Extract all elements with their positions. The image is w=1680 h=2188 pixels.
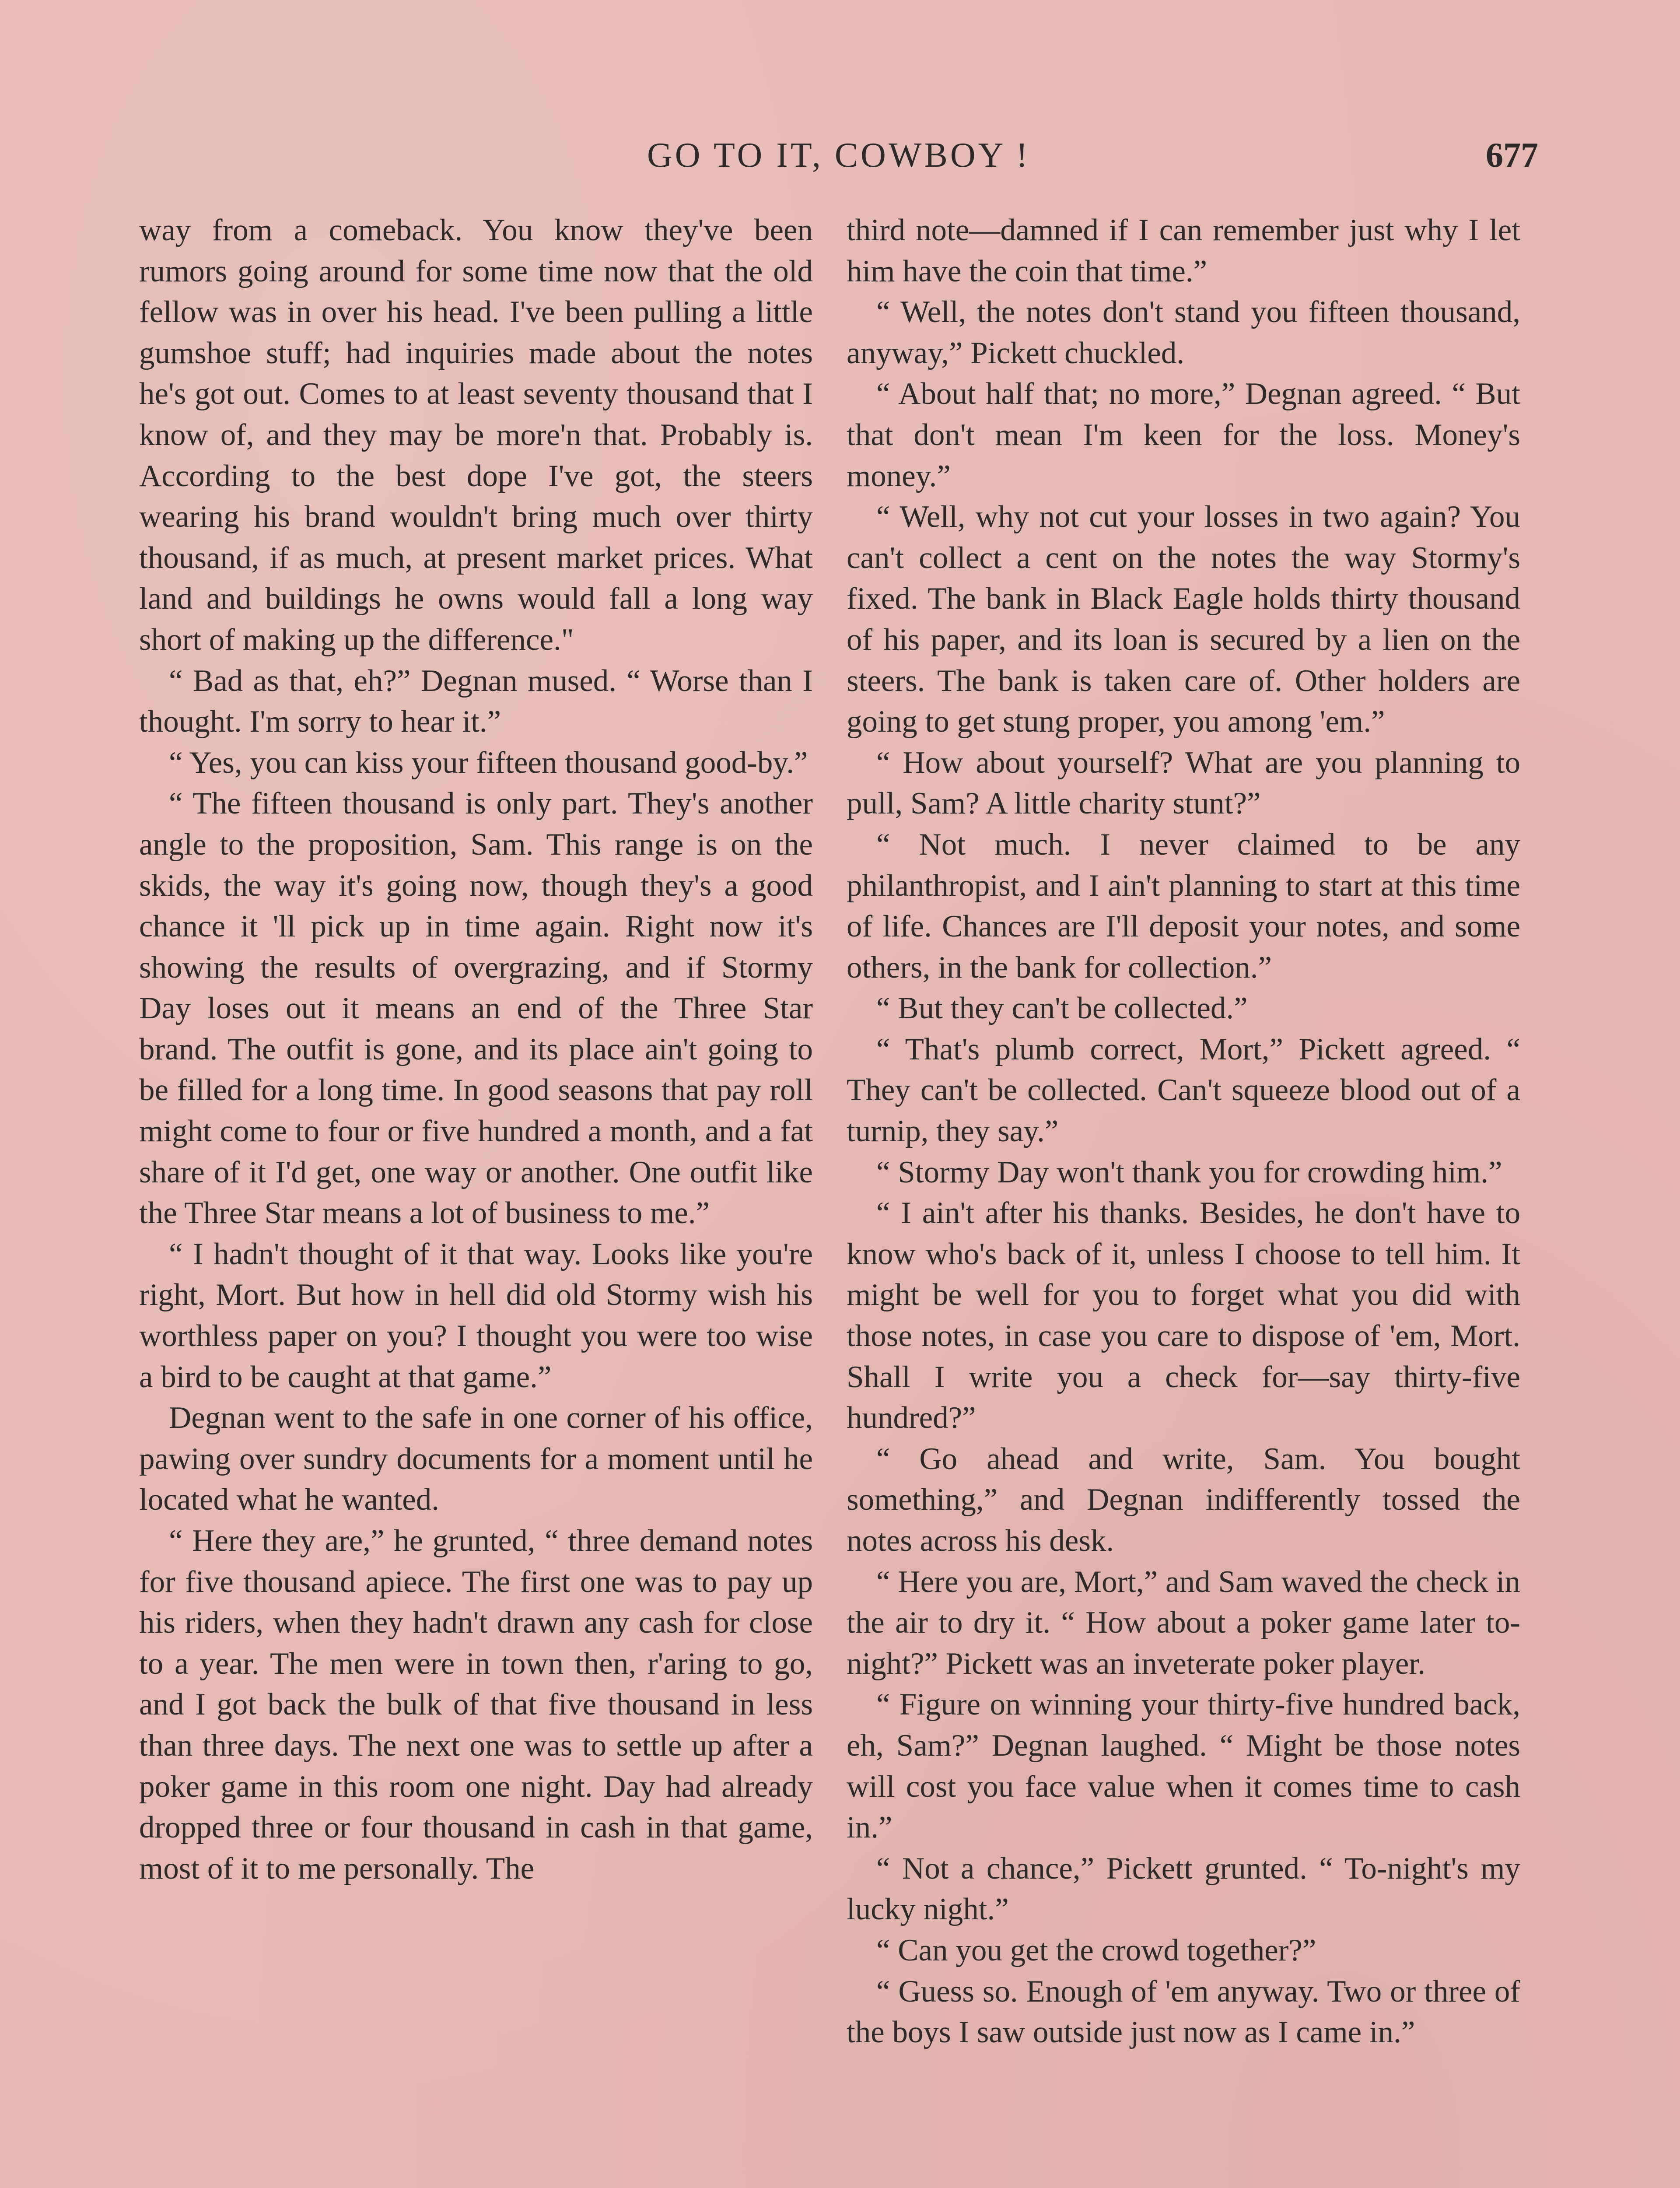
paragraph: “ Well, the notes don't stand you fifteen thousand, anyway,” Pickett chuckled. xyxy=(847,295,1520,370)
right-column xyxy=(847,210,1520,2053)
paragraph: “ Here they are,” he grunted, “ three demand notes for five thousand apiece. The first one was to pay up his riders, when they hadn't drawn any cash for close to a year. The men were in town then, r'aring to go, and I got back the bulk of that five thousand in less than three days. The next one was to settle up after a poker game in this room one night. Day had already dropped three or four thousand in cash in that game, most of it to me personally. The xyxy=(139,1524,813,1886)
paragraph: Degnan went to the safe in one corner of his office, pawing over sundry documents for a moment until he located what he wanted. xyxy=(139,1401,813,1517)
paragraph: “ The fifteen thousand is only part. They's another angle to the proposition, Sam. This range is on the skids, the way it's going now, though they's a good chance it 'll pick up in time again. Right now it's showing the results of overgrazing, and if Stormy Day loses out it means an end of the Three Star brand. The outfit is gone, and its place ain't going to be filled for a long time. In good seasons that pay roll might come to four or five hundred a month, and a fat share of it I'd get, one way or another. One outfit like the Three Star means a lot of business to me.” xyxy=(139,786,813,1231)
paragraph: third note—damned if I can remember just why I let him have the coin that time.” xyxy=(847,213,1520,288)
paragraph: “ Not a chance,” Pickett grunted. “ To-night's my lucky night.” xyxy=(847,1851,1520,1927)
paragraph: “ Well, why not cut your losses in two again? You can't collect a cent on the notes the way Stormy's fixed. The bank in Black Eagle holds thirty thousand of his paper, and its loan is secured by a lien on the steers. The bank is taken care of. Other holders are going to get stung proper, you among 'em.” xyxy=(847,500,1520,739)
paragraph: “ Go ahead and write, Sam. You bought something,” and Degnan indifferently tossed the notes across his desk. xyxy=(847,1441,1520,1558)
paragraph: “ Stormy Day won't thank you for crowding him.” xyxy=(876,1155,1502,1189)
paragraph: “ Guess so. Enough of 'em anyway. Two or three of the boys I saw outside just now as I came in.” xyxy=(847,1974,1520,2050)
paragraph: “ Bad as that, eh?” Degnan mused. “ Worse than I thought. I'm sorry to hear it.” xyxy=(139,663,813,739)
page-number: 677 xyxy=(1486,136,1538,175)
paragraph: “ Can you get the crowd together?” xyxy=(876,1933,1316,1967)
left-column xyxy=(139,210,813,1889)
paragraph: “ Not much. I never claimed to be any philanthropist, and I ain't planning to start at this time of life. Chances are I'll deposit your notes, and some others, in the bank for collection.” xyxy=(847,827,1520,985)
page-header xyxy=(139,129,1538,182)
paragraph: “ Figure on winning your thirty-five hundred back, eh, Sam?” Degnan laughed. “ Might be those notes will cost you face value when it comes time to cash in.” xyxy=(847,1687,1520,1845)
paragraph: “ Here you are, Mort,” and Sam waved the check in the air to dry it. “ How about a poker game later to-night?” Pickett was an inveterate poker player. xyxy=(847,1564,1520,1681)
paragraph: “ About half that; no more,” Degnan agreed. “ But that don't mean I'm keen for the loss. Money's money.” xyxy=(847,377,1520,493)
paragraph: “ I hadn't thought of it that way. Looks like you're right, Mort. But how in hell did old Stormy wish his worthless paper on you? I thought you were too wise a bird to be caught at that game.” xyxy=(139,1237,813,1394)
paragraph: “ That's plumb correct, Mort,” Pickett agreed. “ They can't be collected. Can't squeeze blood out of a turnip, they say.” xyxy=(847,1032,1520,1149)
paragraph: “ How about yourself? What are you planning to pull, Sam? A little charity stunt?” xyxy=(847,745,1520,821)
paragraph: “ Yes, you can kiss your fifteen thousand good-by.” xyxy=(169,745,808,780)
paragraph: “ But they can't be collected.” xyxy=(876,991,1248,1026)
running-title: GO TO IT, COWBOY ! xyxy=(647,136,1031,175)
paragraph: way from a comeback. You know they've been rumors going around for some time now that the old fellow was in over his head. I've been pulling a little gumshoe stuff; had inquiries made about the notes he's got out. Comes to at least seventy thousand that I know of, and they may be more'n that. Probably is. According to the best dope I've got, the steers wearing his brand wouldn't bring much over thirty thousand, if as much, at present market prices. What land and buildings he owns would fall a long way short of making up the difference." xyxy=(139,213,813,657)
paragraph: “ I ain't after his thanks. Besides, he don't have to know who's back of it, unless I choose to tell him. It might be well for you to forget what you did with those notes, in case you care to dispose of 'em, Mort. Shall I write you a check for—say thirty-five hundred?” xyxy=(847,1196,1520,1435)
